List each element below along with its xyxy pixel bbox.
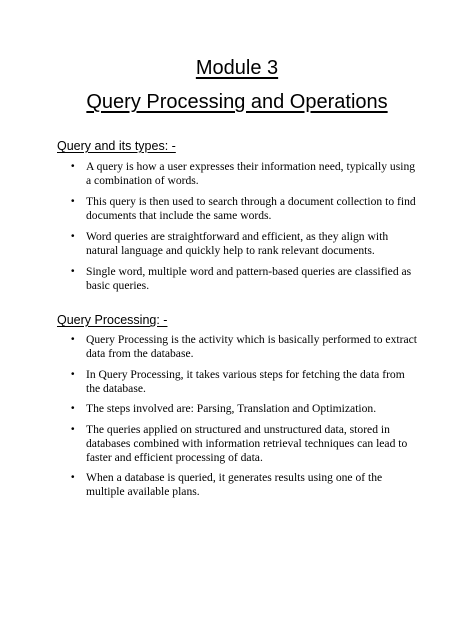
list-item [57,333,417,361]
bullet-icon: • [71,403,75,414]
list-item [57,230,417,258]
bullet-icon: • [71,231,75,242]
list-item [57,423,417,465]
list-item-text: The steps involved are: Parsing, Translation and Optimization. [86,402,377,415]
list-item [57,195,417,223]
bullet-icon: • [71,423,75,435]
list-item-text: This query is then used to search through a document collection to find documents that include the same words. [86,195,416,222]
page-title: Query Processing and Operations [86,91,388,113]
module-title: Module 3 [195,57,279,79]
list-item [57,368,417,396]
bullet-icon: • [71,266,75,277]
bullet-list-query-processing [57,333,417,506]
list-item-text: The queries applied on structured and unstructured data, stored in databases combined with information retrieval techniques can lead to faster and efficient processing of data. [86,422,408,464]
list-item-text: Query Processing is the activity which is basically performed to extract data from the database. [86,333,417,360]
bullet-list-query-types [57,160,417,300]
bullet-icon: • [71,334,75,345]
list-item [57,160,417,188]
bullet-icon: • [71,368,75,380]
list-item-text: Word queries are straightforward and efficient, as they align with natural language and quickly help to rank relevant documents. [86,230,389,257]
section-heading-query-processing: Query Processing: - [57,313,168,327]
section-heading-query-types: Query and its types: - [57,139,176,153]
bullet-icon: • [71,161,75,172]
list-item [57,402,417,416]
list-item [57,471,417,499]
list-item [57,265,417,293]
list-item-text: A query is how a user expresses their information need, typically using a combination of words. [86,160,416,187]
list-item-text: When a database is queried, it generates results using one of the multiple available plans. [86,471,383,498]
bullet-icon: • [71,196,75,207]
bullet-icon: • [71,472,75,483]
list-item-text: Single word, multiple word and pattern-based queries are classified as basic queries. [86,265,412,292]
list-item-text: In Query Processing, it takes various steps for fetching the data from the database. [86,367,405,395]
